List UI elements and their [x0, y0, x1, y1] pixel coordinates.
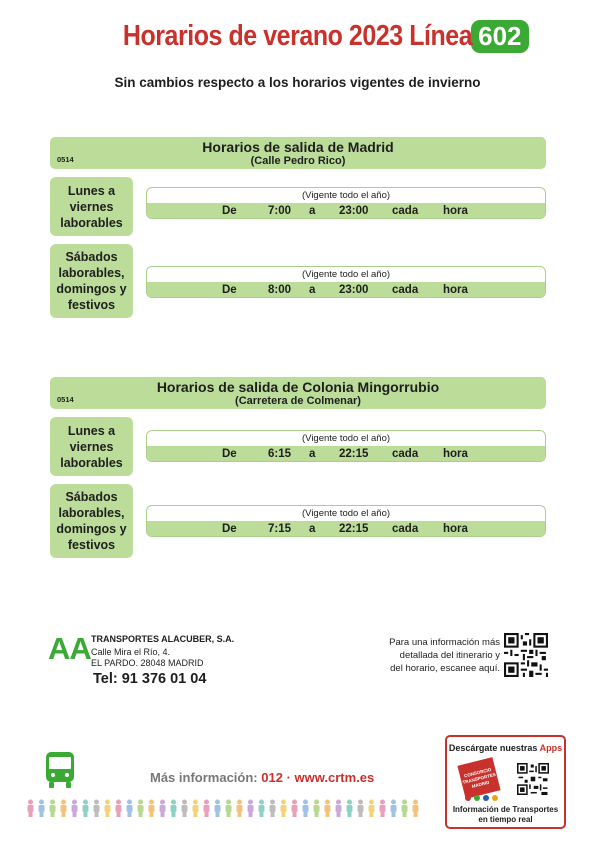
apps-caption-line: en tiempo real [478, 815, 533, 824]
more-info-label: Más información: [150, 770, 258, 785]
website-link[interactable]: www.crtm.es [294, 770, 375, 785]
schedule-box [146, 187, 546, 219]
person-icon [70, 799, 79, 817]
from-time: 8:00 [268, 284, 292, 296]
person-icon [81, 799, 90, 817]
frequency-value: hora [443, 448, 468, 460]
person-icon [235, 799, 244, 817]
section-title: Horarios de salida de Madrid [202, 139, 394, 155]
to-label: a [309, 205, 316, 217]
person-icon [345, 799, 354, 817]
person-icon [290, 799, 299, 817]
crtm-logo: CONSORCIO TRANSPORTES MADRID [457, 757, 500, 799]
day-type-label: Sábados laborables, domingos y festivos [50, 244, 133, 318]
page-subtitle: Sin cambios respecto a los horarios vigentes de invierno [114, 75, 481, 90]
to-time: 22:15 [339, 523, 369, 535]
person-icon [246, 799, 255, 817]
person-icon [103, 799, 112, 817]
validity-note: (Vigente todo el año) [301, 508, 391, 519]
schedule-bar [147, 282, 545, 298]
person-icon [323, 799, 332, 817]
person-icon [180, 799, 189, 817]
person-icon [301, 799, 310, 817]
section-header [50, 137, 546, 169]
separator: · [286, 770, 291, 785]
person-icon [257, 799, 266, 817]
apps-title [447, 743, 564, 753]
person-icon [312, 799, 321, 817]
operator-logo: AA [48, 631, 91, 666]
person-icon [367, 799, 376, 817]
person-icon [202, 799, 211, 817]
frequency-label: cada [392, 284, 419, 296]
address-line-1: Calle Mira el Río, 4. [91, 647, 171, 657]
frequency-label: cada [392, 205, 419, 217]
title-text: Horarios de verano 2023 Línea [123, 20, 473, 52]
person-icon [48, 799, 57, 817]
section-colonia-mingorrubio [50, 377, 546, 552]
person-icon [411, 799, 420, 817]
validity-note: (Vigente todo el año) [301, 269, 391, 280]
person-icon [356, 799, 365, 817]
passenger-icons-strip [26, 797, 420, 817]
person-icon [26, 799, 35, 817]
person-icon [37, 799, 46, 817]
schedule-bar [147, 521, 545, 537]
person-icon [114, 799, 123, 817]
from-label: De [222, 448, 237, 460]
from-time: 7:15 [268, 523, 292, 535]
qr-text-line: del horario, escanee aquí. [390, 663, 500, 674]
validity-note: (Vigente todo el año) [301, 433, 391, 444]
day-type-label: Lunes a viernes laborables [50, 177, 133, 236]
line-number-badge: 602 [471, 20, 528, 53]
to-time: 23:00 [339, 205, 369, 217]
operator-name: TRANSPORTES ALACUBER, S.A. [91, 634, 235, 644]
person-icon [147, 799, 156, 817]
to-label: a [309, 523, 316, 535]
qr-text-line: detallada del itinerario y [399, 650, 500, 661]
from-label: De [222, 284, 237, 296]
person-icon [268, 799, 277, 817]
frequency-value: hora [443, 205, 468, 217]
to-label: a [309, 448, 316, 460]
qr-instructions [360, 636, 500, 675]
frequency-label: cada [392, 523, 419, 535]
from-label: De [222, 205, 237, 217]
day-type-label: Lunes a viernes laborables [50, 417, 133, 476]
app-store-icons [465, 795, 498, 801]
frequency-value: hora [443, 523, 468, 535]
apps-caption [447, 805, 564, 825]
to-time: 23:00 [339, 284, 369, 296]
person-icon [92, 799, 101, 817]
person-icon [136, 799, 145, 817]
info-phone[interactable]: 012 [261, 770, 283, 785]
person-icon [158, 799, 167, 817]
person-icon [59, 799, 68, 817]
bus-icon [45, 752, 75, 788]
person-icon [378, 799, 387, 817]
person-icon [279, 799, 288, 817]
person-icon [389, 799, 398, 817]
qr-code-icon[interactable] [504, 633, 548, 677]
section-subtitle: (Calle Pedro Rico) [250, 155, 346, 167]
from-label: De [222, 523, 237, 535]
apps-caption-line: Información de Transportes [452, 805, 559, 814]
qr-text-line: Para una información más [389, 637, 500, 648]
apps-title-prefix: Descárgate nuestras [448, 743, 538, 753]
section-subtitle: (Carretera de Colmenar) [235, 395, 361, 407]
person-icon [191, 799, 200, 817]
from-time: 7:00 [268, 205, 292, 217]
from-time: 6:15 [268, 448, 292, 460]
operator-phone: Tel: 91 376 01 04 [93, 671, 207, 687]
schedule-box [146, 505, 546, 537]
person-icon [400, 799, 409, 817]
person-icon [224, 799, 233, 817]
schedule-bar [147, 203, 545, 219]
person-icon [125, 799, 134, 817]
day-type-label: Sábados laborables, domingos y festivos [50, 484, 133, 558]
schedule-box [146, 266, 546, 298]
section-title: Horarios de salida de Colonia Mingorrubio [156, 379, 440, 395]
person-icon [213, 799, 222, 817]
apps-title-highlight: Apps [539, 743, 563, 753]
app-qr-code-icon[interactable] [517, 763, 549, 795]
section-madrid [50, 137, 546, 312]
stop-code: 0514 [57, 395, 74, 404]
apps-download-box[interactable] [445, 735, 566, 829]
page-title [0, 20, 595, 53]
person-icon [169, 799, 178, 817]
address-line-2: EL PARDO. 28048 MADRID [91, 658, 204, 668]
schedule-box [146, 430, 546, 462]
more-info [150, 770, 374, 785]
to-time: 22:15 [339, 448, 369, 460]
person-icon [334, 799, 343, 817]
operator-address [91, 647, 204, 669]
to-label: a [309, 284, 316, 296]
section-header [50, 377, 546, 409]
validity-note: (Vigente todo el año) [301, 190, 391, 201]
schedule-bar [147, 446, 545, 462]
frequency-value: hora [443, 284, 468, 296]
frequency-label: cada [392, 448, 419, 460]
stop-code: 0514 [57, 155, 74, 164]
